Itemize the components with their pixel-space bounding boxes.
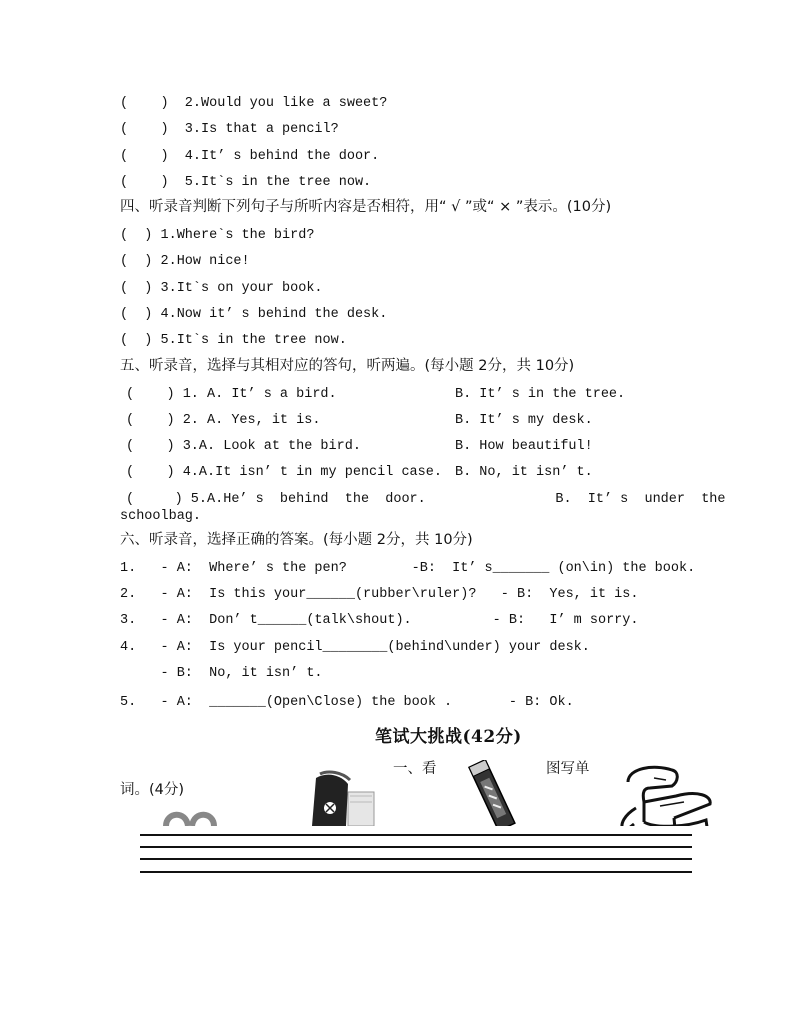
listening-item-3: ( ) 3.Is that a pencil?	[120, 122, 339, 137]
answer-item-5-line1: ( ) 5.A.He’ s behind the door. B. It’ s under the	[126, 492, 726, 507]
answer-item-3-b: B. How beautiful!	[455, 439, 593, 454]
dialogue-item-5: 5. - A: _______(Open\Close) the book . - B: Ok.	[120, 695, 574, 710]
section-5-heading: 五、听录音，选择与其相对应的答句，听两遍。(每小题 2分，共 10分)	[120, 358, 575, 374]
writing-line-2	[140, 846, 692, 848]
listening-item-2: ( ) 2.Would you like a sweet?	[120, 96, 388, 111]
answer-item-4-a: ( ) 4.A.It isn’ t in my pencil case.	[126, 465, 442, 480]
answer-item-2-b: B. It’ s my desk.	[455, 413, 593, 428]
listening-item-4: ( ) 4.It’ s behind the door.	[120, 149, 380, 164]
look-write-label-end: 图写单	[546, 761, 590, 777]
listening-item-5: ( ) 5.It`s in the tree now.	[120, 175, 372, 190]
look-write-label-cont: 词。(4分)	[120, 782, 185, 798]
book-picture	[306, 770, 382, 826]
answer-item-1-b: B. It’ s in the tree.	[455, 387, 626, 402]
answer-item-3-a: ( ) 3.A. Look at the bird.	[126, 439, 361, 454]
section-4-heading: 四、听录音判断下列句子与所听内容是否相符，用“ √ ”或“ × ”表示。(10分)	[120, 199, 612, 215]
judge-item-2: ( ) 2.How nice!	[120, 254, 250, 269]
dialogue-item-1: 1. - A: Where’ s the pen? -B: It’ s_______ (on\in) the book.	[120, 561, 696, 576]
pencil-picture	[460, 760, 524, 826]
look-write-label-start: 一、看	[393, 761, 437, 777]
dialogue-item-2: 2. - A: Is this your______(rubber\ruler)? - B: Yes, it is.	[120, 587, 639, 602]
judge-item-5: ( ) 5.It`s in the tree now.	[120, 333, 347, 348]
answer-item-4-b: B. No, it isn’ t.	[455, 465, 593, 480]
writing-line-4	[140, 871, 692, 873]
answer-item-5-line2: schoolbag.	[120, 509, 202, 524]
dialogue-item-3: 3. - A: Don’ t______(talk\shout). - B: I’ m sorry.	[120, 613, 639, 628]
judge-item-4: ( ) 4.Now it’ s behind the desk.	[120, 307, 388, 322]
scissors-picture	[160, 806, 220, 826]
answer-item-1-a: ( ) 1. A. It’ s a bird.	[126, 387, 337, 402]
section-6-heading: 六、听录音，选择正确的答案。(每小题 2分，共 10分)	[120, 532, 473, 548]
dialogue-item-4-a: 4. - A: Is your pencil________(behind\under) your desk.	[120, 640, 590, 655]
judge-item-3: ( ) 3.It`s on your book.	[120, 281, 323, 296]
judge-item-1: ( ) 1.Where`s the bird?	[120, 228, 315, 243]
writing-line-3	[140, 858, 692, 860]
written-part-title: 笔试大挑战(42分)	[375, 727, 522, 747]
answer-item-2-a: ( ) 2. A. Yes, it is.	[126, 413, 321, 428]
dialogue-item-4-b: - B: No, it isn’ t.	[120, 666, 323, 681]
writing-line-1	[140, 834, 692, 836]
